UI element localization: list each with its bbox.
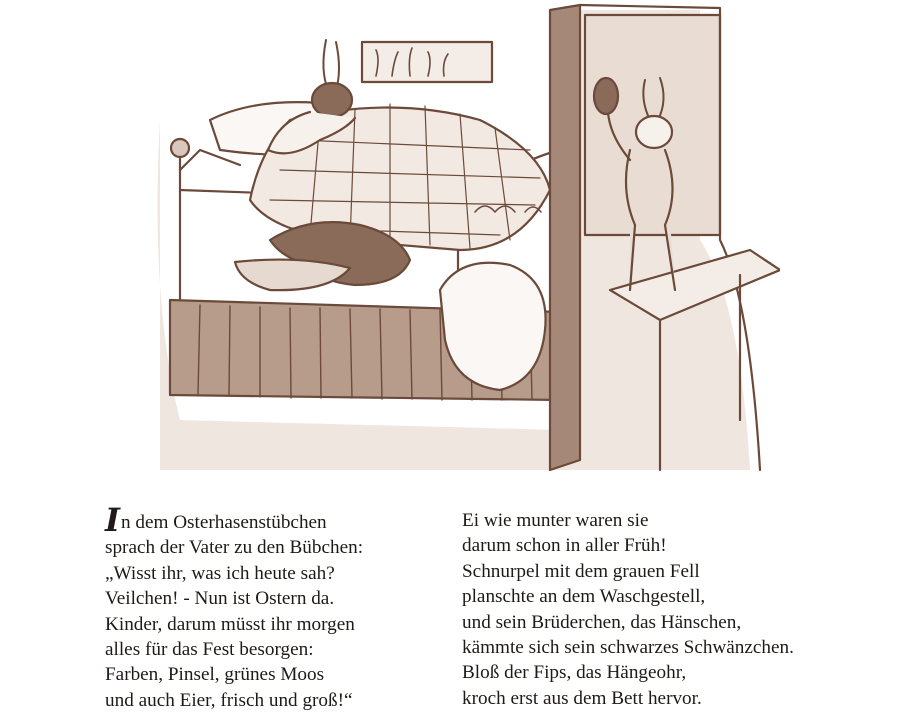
verse-line: und sein Brüderchen, das Hänschen, [462, 611, 742, 633]
verse-line: planschte an dem Waschgestell, [462, 586, 706, 608]
verse-line: darum schon in aller Früh! [462, 535, 667, 557]
verse-right [462, 508, 794, 711]
verse-line: Schnurpel mit dem grauen Fell [462, 560, 700, 582]
verse-line: kroch erst aus dem Bett hervor. [462, 687, 702, 709]
bunny-head-door [636, 116, 672, 148]
bed-post-knob-left [171, 139, 189, 157]
verse-line: sprach der Vater zu den Bübchen: [105, 537, 364, 559]
wall-picture-frame [362, 42, 492, 82]
verse-line: Ei wie munter waren sie [462, 510, 649, 531]
drop-cap: I [105, 501, 120, 539]
bedroom-drawing [140, 0, 780, 478]
verse-left [105, 501, 364, 713]
verse-line: Bloß der Fips, das Hängeohr, [462, 662, 687, 684]
verse-line: kämmte sich sein schwarzes Schwänzchen. [462, 637, 794, 659]
door-frame [550, 5, 580, 470]
hand-mirror [594, 78, 618, 114]
verse-line: Veilchen! - Nun ist Ostern da. [105, 588, 335, 610]
verse-line: alles für das Fest besorgen: [105, 639, 314, 661]
verse-line: „Wisst ihr, was ich heute sah? [105, 562, 335, 584]
bunny-head-bed [312, 83, 352, 117]
verse-line: In dem Osterhasenstübchen [105, 501, 327, 539]
illustration-bunnies-bedroom [140, 0, 780, 478]
verse-line: und auch Eier, frisch und groß!“ [105, 689, 353, 711]
verse-line: Kinder, darum müsst ihr morgen [105, 613, 355, 635]
verse-line: Farben, Pinsel, grünes Moos [105, 664, 325, 686]
wash-basin [235, 260, 350, 291]
